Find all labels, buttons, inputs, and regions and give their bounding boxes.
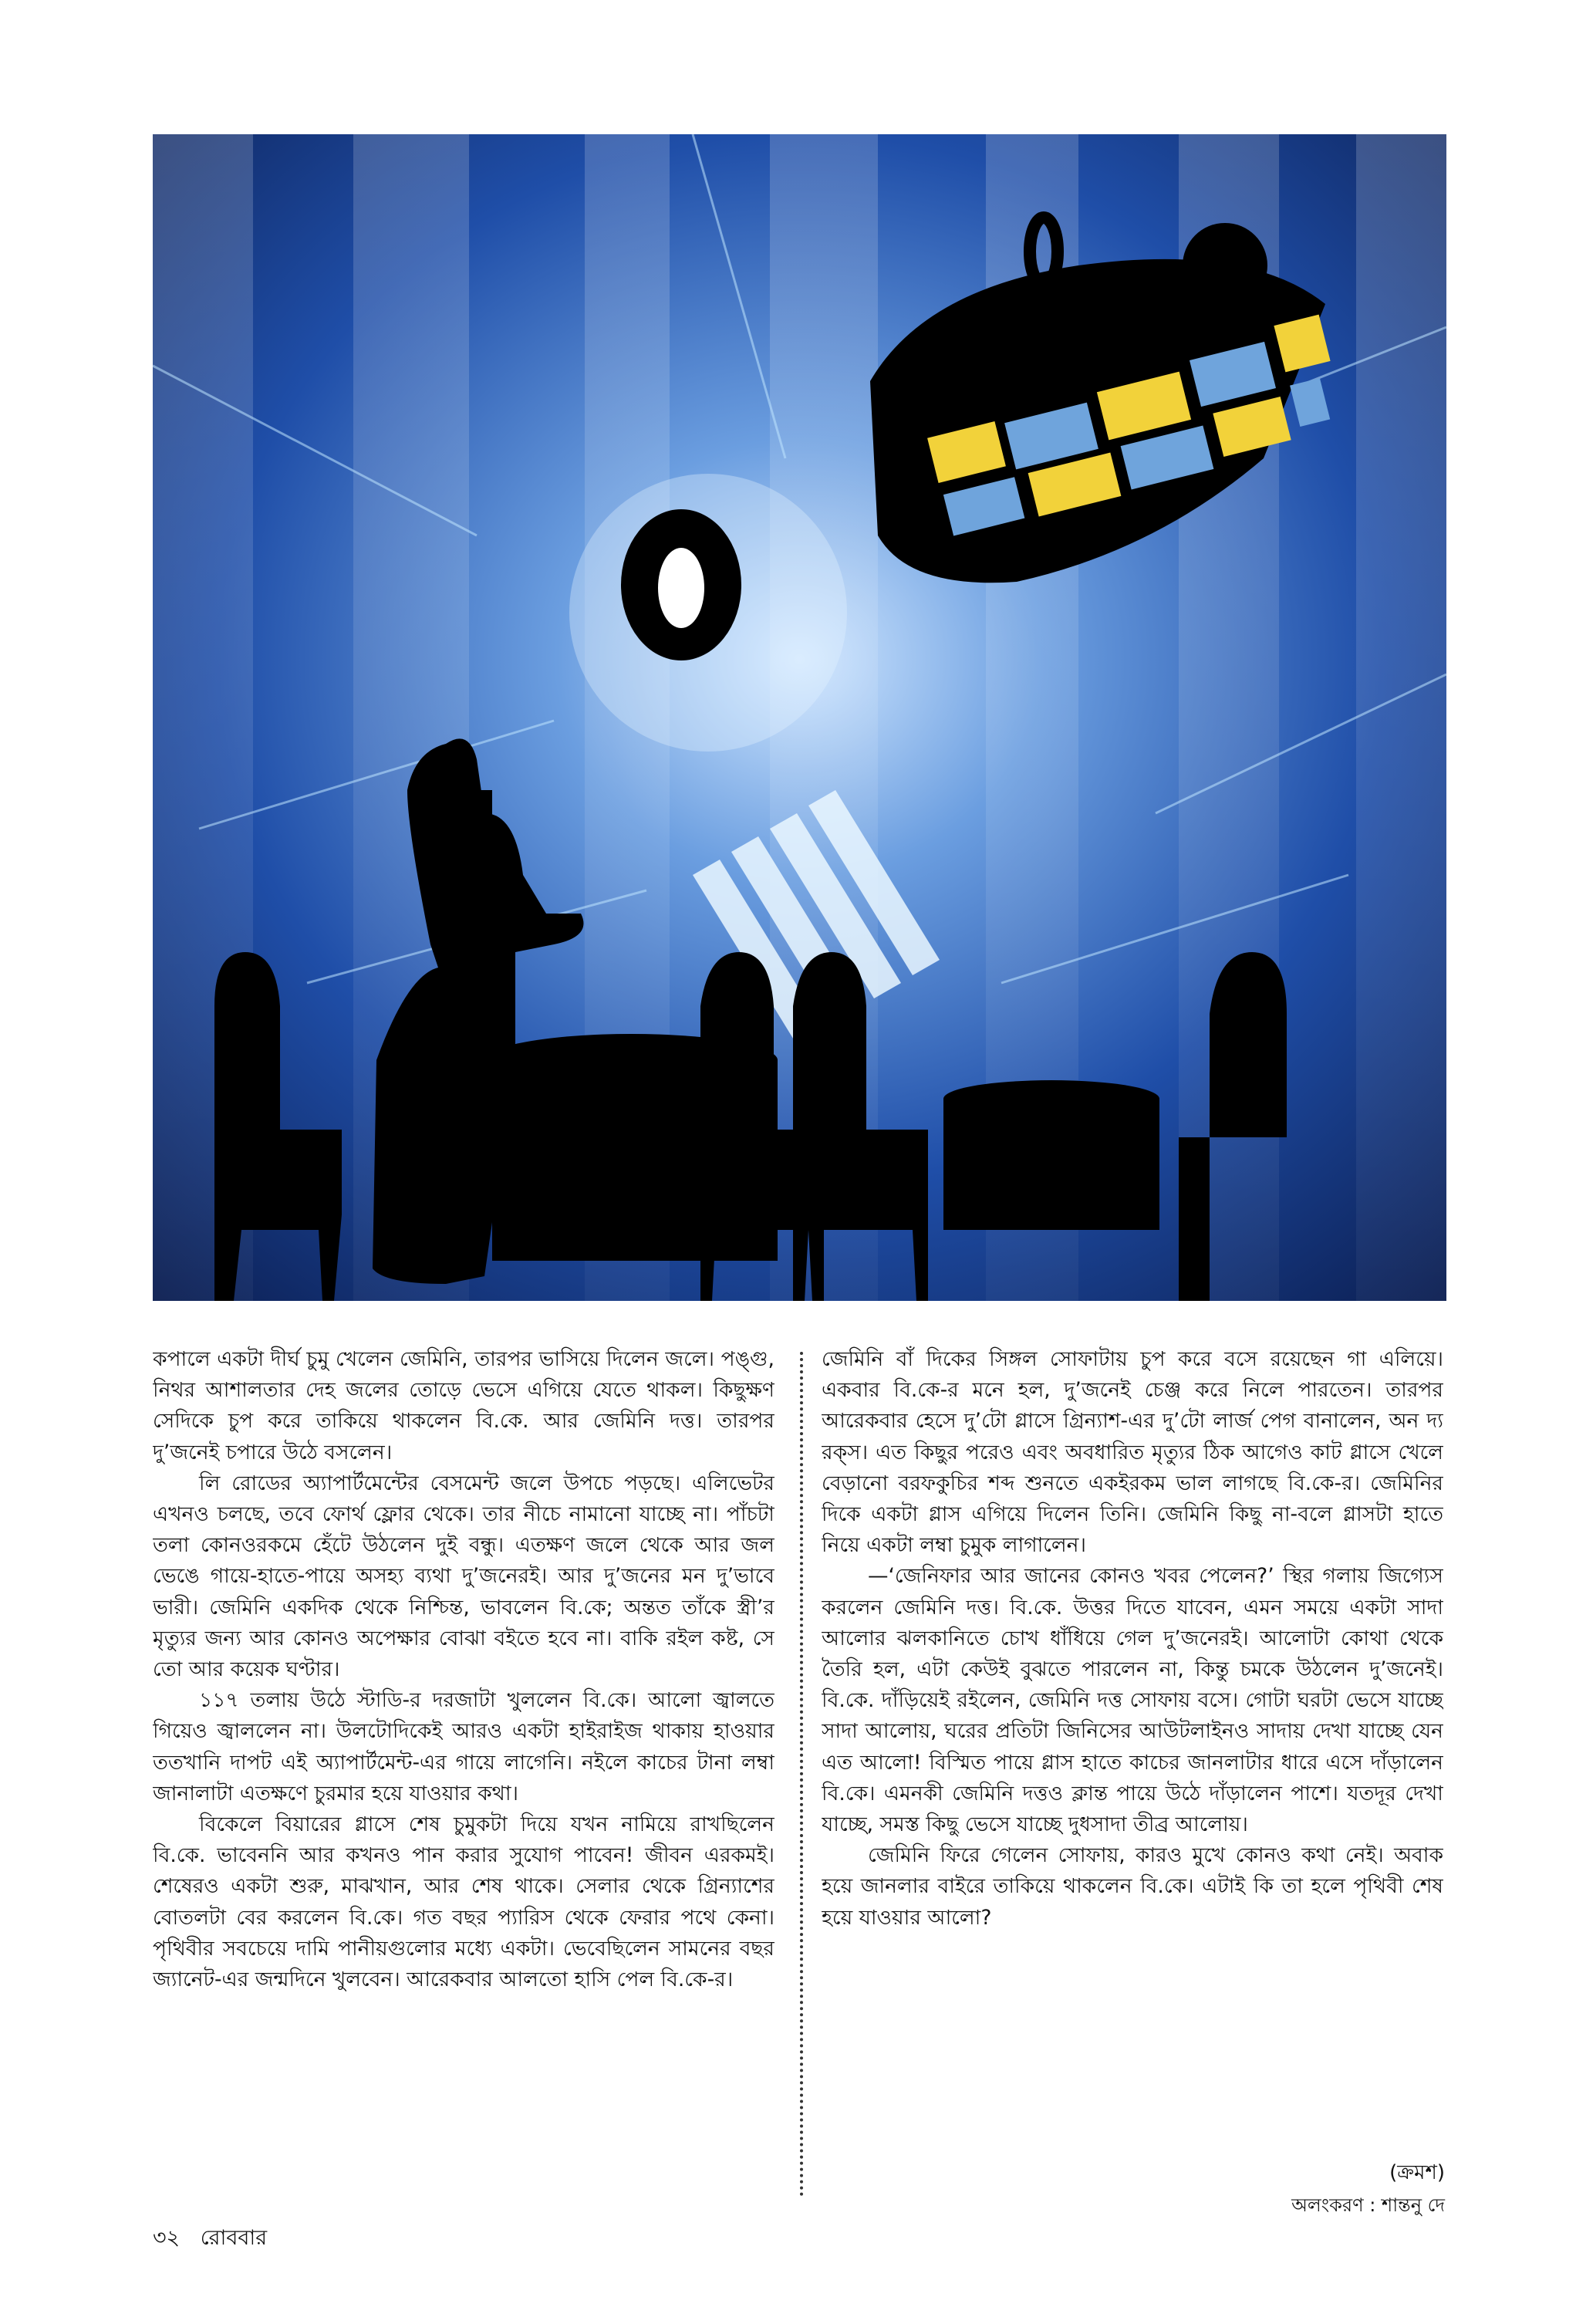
paragraph: ১১৭ তলায় উঠে স্টাডি-র দরজাটা খুললেন বি.কে। আলো জ্বালতে গিয়েও জ্বাললেন না। উলটোদিকেই আরও একটা হাইরাইজ থাকায় হাওয়ার ততখানি দাপট এই অ্যাপার্টমেন্ট-এর গায়ে লাগেনি। নইলে কাচের টানা লম্বা জানালাটা এতক্ষণে চুরমার হয়ে যাওয়ার কথা। xyxy=(153,1688,775,1805)
magazine-name: রোববার xyxy=(200,2226,268,2250)
paragraph: জেমিনি ফিরে গেলেন সোফায়, কারও মুখে কোনও কথা নেই। অবাক হয়ে জানলার বাইরে তাকিয়ে থাকলেন বি.কে। এটাই কি তা হলে পৃথিবী শেষ হয়ে যাওয়ার আলো? xyxy=(822,1843,1443,1930)
illustration-credit: অলংকরণ : শান্তনু দে xyxy=(1291,2194,1445,2216)
night-sky-illustration xyxy=(153,134,1446,1301)
page-number: ৩২ xyxy=(153,2226,181,2250)
paragraph: লি রোডের অ্যাপার্টমেন্টের বেসমেন্ট জলে উপচে পড়ছে। এলিভেটর এখনও চলছে, তবে ফোর্থ ফ্লোর থেকে। তার নীচে নামানো যাচ্ছে না। পাঁচটা তলা কোনওরকমে হেঁটে উঠলেন দুই বন্ধু। এতক্ষণ জলে থেকে আর জল ভেঙে গায়ে-হাতে-পায়ে অসহ্য ব্যথা দু’জনেরই। আর দু’জনের মন দু’ভাবে ভারী। জেমিনি একদিক থেকে নিশ্চিন্ত, ভাবলেন বি.কে; অন্তত তাঁকে স্ত্রী’র মৃত্যুর জন্য আর কোনও অপেক্ষার বোঝা বইতে হবে না। বাকি রইল কষ্ট, সে তো আর কয়েক ঘণ্টার। xyxy=(153,1471,775,1682)
paragraph: জেমিনি বাঁ দিকের সিঙ্গল সোফাটায় চুপ করে বসে রয়েছেন গা এলিয়ে। একবার বি.কে-র মনে হল, দু’জনেই চেঞ্জ করে নিলে পারতেন। তারপর আরেকবার হেসে দু’টো গ্লাসে গ্রিন্যাশ-এর দু’টো লার্জ পেগ বানালেন, অন দ্য রক্‌স। এত কিছুর পরেও এবং অবধারিত মৃত্যুর ঠিক আগেও কাট গ্লাসে খেলে বেড়ানো বরফকুচির শব্দ শুনতে একইরকম ভাল লাগছে বি.কে-র। জেমিনির দিকে একটা গ্লাস এগিয়ে দিলেন তিনি। জেমিনি কিছু না-বলে গ্লাসটা হাতে নিয়ে একটা লম্বা চুমুক লাগালেন। xyxy=(822,1347,1443,1558)
light-band xyxy=(1356,134,1446,1301)
paragraph: কপালে একটা দীর্ঘ চুমু খেলেন জেমিনি, তারপর ভাসিয়ে দিলেন জলে। পঙ্গু, নিথর আশালতার দেহ জলের তোড়ে ভেসে এগিয়ে যেতে থাকল। কিছুক্ষণ সেদিকে চুপ করে তাকিয়ে থাকলেন বি.কে. আর জেমিনি দত্ত। তারপর দু’জনেই চপারে উঠে বসলেন। xyxy=(153,1347,775,1464)
article-column-left xyxy=(153,1344,775,2201)
article-illustration xyxy=(153,134,1446,1301)
page-footer xyxy=(153,2222,281,2257)
article-column-right xyxy=(822,1344,1443,2201)
paragraph: —‘জেনিফার আর জানের কোনও খবর পেলেন?’ স্থির গলায় জিগ্যেস করলেন জেমিনি দত্ত। বি.কে. উত্তর দিতে যাবেন, এমন সময়ে একটা সাদা আলোর ঝলকানিতে চোখ ধাঁধিয়ে গেল দু’জনেরই। আলোটা কোথা থেকে তৈরি হল, এটা কেউই বুঝতে পারলেন না, কিন্তু চমকে উঠলেন দু’জনেই। বি.কে. দাঁড়িয়েই রইলেন, জেমিনি দত্ত সোফায় বসে। গোটা ঘরটা ভেসে যাচ্ছে সাদা আলোয়, ঘরের প্রতিটা জিনিসের আউটলাইনও সাদায় দেখা যাচ্ছে যেন এত আলো! বিস্মিত পায়ে গ্লাস হাতে কাচের জানলাটার ধারে এসে দাঁড়ালেন বি.কে। এমনকী জেমিনি দত্তও ক্লান্ত পায়ে উঠে দাঁড়ালেন পাশে। যতদূর দেখা যাচ্ছে, সমস্ত কিছু ভেসে যাচ্ছে দুধসাদা তীব্র আলোয়। xyxy=(822,1564,1443,1837)
paragraph: বিকেলে বিয়ারের গ্লাসে শেষ চুমুকটা দিয়ে যখন নামিয়ে রাখছিলেন বি.কে. ভাবেননি আর কখনও পান করার সুযোগ পাবেন! জীবন এরকমই। শেষেরও একটা শুরু, মাঝখান, আর শেষ থাকে। সেলার থেকে গ্রিন্যাশের বোতলটা বের করলেন বি.কে। গত বছর প্যারিস থেকে ফেরার পথে কেনা। পৃথিবীর সবচেয়ে দামি পানীয়গুলোর মধ্যে একটা। ভেবেছিলেন সামনের বছর জ্যানেট-এর জন্মদিনে খুলবেন। আরেকবার আলতো হাসি পেল বি.কে-র। xyxy=(153,1812,775,1992)
column-divider xyxy=(800,1352,803,2197)
continued-marker: (ক্রমশ) xyxy=(1389,2161,1445,2184)
